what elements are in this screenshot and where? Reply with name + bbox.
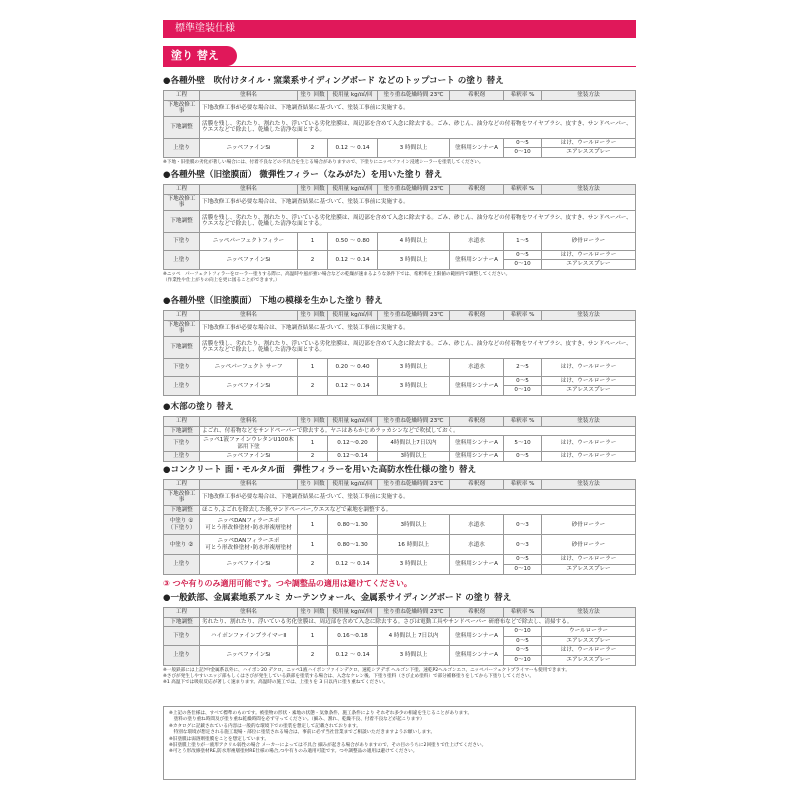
ratio: 0～5 bbox=[504, 646, 542, 656]
section-note: ※ニッペ パーフェクトフィラーをローラー塗りする際に、高温時や風が強い場合などの乾燥が速まるような条件下では、希釈率を上限値の範囲内で調整してください。 bbox=[163, 271, 511, 277]
col-kaisu: 塗り 回数 bbox=[298, 311, 328, 321]
amount: 0.12～0.14 bbox=[328, 452, 378, 462]
coats: 2 bbox=[298, 138, 328, 157]
thinner: 塗料用シンナーA bbox=[450, 376, 504, 395]
general-note: 特別な環境が想定される施工現場・部位に塗装される場合は、事前に必ず当社営業までご相談いただきますようお願いします。 bbox=[169, 730, 436, 736]
col-shiyou: 使用量 kg/㎡/回 bbox=[328, 608, 378, 618]
general-notes bbox=[163, 706, 636, 780]
col-kisyaku: 希釈剤 bbox=[450, 608, 504, 618]
section-4 bbox=[163, 402, 636, 462]
coats: 1 bbox=[298, 358, 328, 376]
col-toryo: 塗料名 bbox=[200, 608, 298, 618]
general-note: ※可とう形改修塗材RE,防水形複層塗材RE仕様の場合,つや有りのみ適用可能です。つや調整品の適用は避けてください。 bbox=[169, 749, 418, 755]
dry-time: 3 時間以上 bbox=[378, 358, 450, 376]
step-desc: 下地改修工事が必要な場合は、下地調査結果に基づいて、塗装工事前に実施する。 bbox=[200, 100, 636, 116]
method: はけ、ウールローラー bbox=[542, 555, 636, 565]
col-kaisu: 塗り 回数 bbox=[298, 608, 328, 618]
section-tab: 塗り 替え bbox=[163, 46, 237, 66]
paint-name: ニッペファインSi bbox=[200, 250, 298, 269]
paint-sub: 可とう形改修塗材･防水形複層塗材 bbox=[205, 524, 292, 531]
step-label: 下地改修工事 bbox=[164, 320, 200, 336]
step-label: 上塗り bbox=[164, 138, 200, 157]
section-2 bbox=[163, 170, 636, 284]
thinner: 塗料用シンナーA bbox=[450, 452, 504, 462]
col-shiyou: 使用量 kg/㎡/回 bbox=[328, 185, 378, 195]
section-note: ※1 高温下では吸収反応が著しく速まります。高温時の施工では、上塗りを 3 日以内に塗り重ねてください。 bbox=[163, 679, 388, 685]
warning-text: ③ つや有りのみ適用可能です。つや調整品の適用は避けてください。 bbox=[163, 579, 412, 588]
general-note: ※旧塗膜上塗りが一液形アクリル弱性の場合 メーカーによっては不具合 細みが起きる場合がありますので、その目のうちに2回塗りで仕上げてください。 bbox=[169, 743, 487, 749]
step-desc: 活膜を残し、劣れたり、割れたり、浮いている劣化塗膜は、周辺部を含めて入念に除去する。ごみ、砂じん、油分などの付着物をワイヤブラシ、皮すき、サンドペーパー、ウエスなどで除去し、乾燥した清浄な面とする。 bbox=[200, 116, 636, 138]
step-label: 下地調整 bbox=[164, 116, 200, 138]
step-desc: 下地改修工事が必要な場合は、下地調査結果に基づいて、塗装工事前に実施する。 bbox=[200, 489, 636, 505]
spec-table bbox=[163, 310, 636, 396]
step-desc: 劣れたり、割れたり、浮いている劣化塗膜は、周辺部を含めて入念に除去する。さびは電動工具やサンドペーパー 研磨布などで除去し、清掃する。 bbox=[200, 617, 636, 627]
col-kaisu: 塗り 回数 bbox=[298, 91, 328, 101]
thinner: 塗料用シンナーA bbox=[450, 436, 504, 452]
coats: 1 bbox=[298, 436, 328, 452]
dry-time: 4 時間以上 bbox=[378, 232, 450, 250]
thinner: 水道水 bbox=[450, 232, 504, 250]
col-koutei: 工程 bbox=[164, 185, 200, 195]
coats: 2 bbox=[298, 646, 328, 665]
col-shiyou: 使用量 kg/㎡/回 bbox=[328, 480, 378, 490]
coats: 2 bbox=[298, 452, 328, 462]
dry-time: 3 時間以上 bbox=[378, 376, 450, 395]
col-shiyou: 使用量 kg/㎡/回 bbox=[328, 311, 378, 321]
coats: 1 bbox=[298, 535, 328, 555]
step-desc: よごれ、付着物などをサンドペーパーで除去する。ヤニはあらかじめラッカシンなどで吹拭しておく。 bbox=[200, 426, 636, 436]
ratio: 5～10 bbox=[504, 436, 542, 452]
col-kisyaku: 希釈剤 bbox=[450, 91, 504, 101]
step-label: 下地改修工事 bbox=[164, 489, 200, 505]
spec-table bbox=[163, 416, 636, 462]
method: ウールローラー bbox=[542, 627, 636, 637]
method: はけ、ウールローラー bbox=[542, 452, 636, 462]
step-label: 中塗り ② bbox=[164, 535, 200, 555]
method: はけ、ウールローラー bbox=[542, 436, 636, 452]
method: はけ、ウールローラー bbox=[542, 646, 636, 656]
amount: 0.20 ～ 0.40 bbox=[328, 358, 378, 376]
spec-table bbox=[163, 90, 636, 158]
amount: 0.80～1.30 bbox=[328, 515, 378, 535]
paint-name: ニッペDANフィラーエポ bbox=[217, 538, 280, 545]
amount: 0.12 ～ 0.14 bbox=[328, 376, 378, 395]
col-toryo: 塗料名 bbox=[200, 311, 298, 321]
col-kisyaku: 希釈剤 bbox=[450, 311, 504, 321]
section-3 bbox=[163, 296, 636, 396]
step-label: 下塗り bbox=[164, 436, 200, 452]
section-note: ※一般鉄部には上記ｸﾘﾔ金属系以外に、ハイポン20 デクロ、ニッペ1液ハイポンファインデクロ、速乾シアデボ ヘルゴン下塗、速乾P2ヘルゴンエコ、ニッペパーフェクトプライマーも使用できます。 bbox=[163, 667, 570, 673]
section-title: ●木部の塗り 替え bbox=[163, 402, 234, 412]
col-ritsu: 希釈率 % bbox=[504, 311, 542, 321]
section-5 bbox=[163, 465, 636, 575]
ratio: 0～5 bbox=[504, 636, 542, 646]
section-1 bbox=[163, 76, 636, 166]
section-6 bbox=[163, 593, 636, 686]
col-ritsu: 希釈率 % bbox=[504, 91, 542, 101]
step-label: 中塗り ①（下塗り） bbox=[164, 515, 200, 535]
col-houhou: 塗装方法 bbox=[542, 417, 636, 427]
col-ritsu: 希釈率 % bbox=[504, 480, 542, 490]
ratio: 0～5 bbox=[504, 138, 542, 148]
step-label: 下塗り bbox=[164, 358, 200, 376]
col-kaisu: 塗り 回数 bbox=[298, 185, 328, 195]
section-rule bbox=[163, 66, 636, 67]
ratio: 0～10 bbox=[504, 627, 542, 637]
ratio: 0～10 bbox=[504, 386, 542, 396]
amount: 0.12 ～ 0.14 bbox=[328, 646, 378, 665]
col-koutei: 工程 bbox=[164, 91, 200, 101]
spec-table bbox=[163, 479, 636, 575]
col-kankaku: 塗り重ね乾燥時間 23℃ bbox=[378, 480, 450, 490]
col-kankaku: 塗り重ね乾燥時間 23℃ bbox=[378, 608, 450, 618]
section-title: ●各種外壁（旧塗膜面） 微弾性フィラー（なみがた）を用いた塗り 替え bbox=[163, 170, 443, 180]
paint-name: ニッペファインSi bbox=[200, 555, 298, 574]
dry-time: 4 時間以上 7日以内 bbox=[378, 627, 450, 646]
coats: 1 bbox=[298, 515, 328, 535]
section-note: ※さびが発生しやすいエッジ部もしくはさびが発生している鉄部を塗装する場合は、入念なケレン後、下塗り塗料（さび止め塗料）で部分補修塗りをしてから下塗りしてください。 bbox=[163, 673, 535, 679]
method: はけ、ウールローラー bbox=[542, 376, 636, 386]
general-note: 塗料の塗り重ね時間及び塗り重ね乾燥時間を必ず守ってください。（細み、割れ、乾燥不良、付着不良などが起こります） bbox=[169, 717, 425, 723]
method: エアレススプレー bbox=[542, 564, 636, 574]
coats: 2 bbox=[298, 376, 328, 395]
method: 砂骨ローラー bbox=[542, 232, 636, 250]
step-label: 下塗り bbox=[164, 627, 200, 646]
step-label: 下地調整 bbox=[164, 505, 200, 515]
ratio: 0～5 bbox=[504, 250, 542, 260]
section-title: ●一般鉄部、金属素地系アルミ カーテンウォール、金属系サイディングボード の塗り 替え bbox=[163, 593, 512, 603]
paint-name: ニッペファインSi bbox=[200, 646, 298, 665]
paint-name: ニッペ1液ファインウレタンU100木部用下塗 bbox=[200, 436, 298, 452]
col-toryo: 塗料名 bbox=[200, 91, 298, 101]
ratio: 0～10 bbox=[504, 260, 542, 270]
section-title: ●コンクリート 面・モルタル面 弾性フィラーを用いた高防水性仕様の塗り 替え bbox=[163, 465, 477, 475]
col-houhou: 塗装方法 bbox=[542, 608, 636, 618]
step-label: 下地改修工事 bbox=[164, 100, 200, 116]
thinner: 塗料用シンナーA bbox=[450, 646, 504, 665]
col-kankaku: 塗り重ね乾燥時間 23℃ bbox=[378, 185, 450, 195]
col-houhou: 塗装方法 bbox=[542, 480, 636, 490]
coats: 2 bbox=[298, 555, 328, 574]
dry-time: 4時間以上7日以内 bbox=[378, 436, 450, 452]
step-label: 下地調整 bbox=[164, 210, 200, 232]
step-label: 下地調整 bbox=[164, 617, 200, 627]
coats: 1 bbox=[298, 232, 328, 250]
col-toryo: 塗料名 bbox=[200, 417, 298, 427]
amount: 0.80～1.30 bbox=[328, 535, 378, 555]
col-shiyou: 使用量 kg/㎡/回 bbox=[328, 417, 378, 427]
section-note: ※下地・旧塗膜の劣化が著しい場合には、付着不良などの不具合を生じる場合がありますので、下塗りにニッペファイン浸透シーラーを塗装してください。 bbox=[163, 159, 484, 165]
step-label: 上塗り bbox=[164, 452, 200, 462]
step-desc: 下地改修工事が必要な場合は、下地調査結果に基づいて、塗装工事前に実施する。 bbox=[200, 320, 636, 336]
thinner: 塗料用シンナーA bbox=[450, 250, 504, 269]
method: エアレススプレー bbox=[542, 655, 636, 665]
ratio: 0～5 bbox=[504, 452, 542, 462]
col-toryo: 塗料名 bbox=[200, 480, 298, 490]
paint-name: ニッペパーフェクト サーフ bbox=[200, 358, 298, 376]
col-kisyaku: 希釈剤 bbox=[450, 185, 504, 195]
spec-table bbox=[163, 184, 636, 270]
ratio: 0～5 bbox=[504, 376, 542, 386]
method: はけ、ウールローラー bbox=[542, 138, 636, 148]
thinner: 塗料用シンナーA bbox=[450, 138, 504, 157]
col-shiyou: 使用量 kg/㎡/回 bbox=[328, 91, 378, 101]
coats: 2 bbox=[298, 250, 328, 269]
col-kankaku: 塗り重ね乾燥時間 23℃ bbox=[378, 91, 450, 101]
method: エアレススプレー bbox=[542, 260, 636, 270]
method: はけ、ウールローラー bbox=[542, 250, 636, 260]
amount: 0.12 ～ 0.14 bbox=[328, 250, 378, 269]
step-label: 下塗り bbox=[164, 232, 200, 250]
general-note: ※上記の各仕様は、すべて標準のものです。被塗物の形状・素地の状態・気象条件、施工条件により それぞれ多少の相違を生じることがあります。 bbox=[169, 711, 473, 716]
section-note: （作業性や仕上がりの向上を更に図ることができます。） bbox=[163, 277, 280, 283]
method: エアレススプレー bbox=[542, 386, 636, 396]
amount: 0.16～0.18 bbox=[328, 627, 378, 646]
amount: 0.12～0.20 bbox=[328, 436, 378, 452]
step-label: 上塗り bbox=[164, 250, 200, 269]
step-desc: 活膜を残し、劣れたり、割れたり、浮いている劣化塗膜は、周辺部を含めて入念に除去する。ごみ、砂じん、油分などの付着物をワイヤブラシ、皮すき、サンドペーパー、ウエスなどで除去し、乾燥した清浄な面とする。 bbox=[200, 336, 636, 358]
method: 砂骨ローラー bbox=[542, 535, 636, 555]
thinner: 塗料用シンナーA bbox=[450, 627, 504, 646]
col-ritsu: 希釈率 % bbox=[504, 185, 542, 195]
ratio: 0～10 bbox=[504, 564, 542, 574]
paint-name: ニッペDANフィラーエポ bbox=[217, 518, 280, 525]
step-label: 下地調整 bbox=[164, 426, 200, 436]
general-note: ※カタログに記載されている内容は一般的な環境下での塗装を想定して記載されております。 bbox=[169, 723, 361, 729]
col-toryo: 塗料名 bbox=[200, 185, 298, 195]
step-label: 下地改修工事 bbox=[164, 194, 200, 210]
col-kaisu: 塗り 回数 bbox=[298, 480, 328, 490]
spec-table bbox=[163, 607, 636, 666]
ratio: 0～5 bbox=[504, 555, 542, 565]
paint-name: ニッペパーフェクトフィラー bbox=[200, 232, 298, 250]
page-header-bar: 標準塗装仕様 bbox=[163, 20, 636, 38]
paint-name: ニッペファインSi bbox=[200, 138, 298, 157]
col-ritsu: 希釈率 % bbox=[504, 608, 542, 618]
col-houhou: 塗装方法 bbox=[542, 91, 636, 101]
ratio: 0～10 bbox=[504, 655, 542, 665]
paint-name: ニッペファインSi bbox=[200, 376, 298, 395]
col-koutei: 工程 bbox=[164, 480, 200, 490]
amount: 0.12 ～ 0.14 bbox=[328, 138, 378, 157]
thinner: 水道水 bbox=[450, 535, 504, 555]
col-kisyaku: 希釈剤 bbox=[450, 417, 504, 427]
dry-time: 3 時間以上 bbox=[378, 646, 450, 665]
dry-time: 3 時間以上 bbox=[378, 138, 450, 157]
amount: 0.12 ～ 0.14 bbox=[328, 555, 378, 574]
step-label: 上塗り bbox=[164, 376, 200, 395]
step-desc: ほこり,よごれを除去した後,サンドペーパー,ウエスなどで素地を調整する。 bbox=[200, 505, 636, 515]
step-label: 上塗り bbox=[164, 555, 200, 574]
thinner: 塗料用シンナーA bbox=[450, 555, 504, 574]
col-houhou: 塗装方法 bbox=[542, 185, 636, 195]
coats: 1 bbox=[298, 627, 328, 646]
col-koutei: 工程 bbox=[164, 311, 200, 321]
method: エアレススプレー bbox=[542, 636, 636, 646]
col-koutei: 工程 bbox=[164, 608, 200, 618]
ratio: 0～3 bbox=[504, 515, 542, 535]
method: エアレススプレー bbox=[542, 148, 636, 158]
dry-time: 3時間以上 bbox=[378, 452, 450, 462]
ratio: 0～3 bbox=[504, 535, 542, 555]
method: 砂骨ローラー bbox=[542, 515, 636, 535]
method: はけ、ウールローラー bbox=[542, 358, 636, 376]
step-desc: 下地改修工事が必要な場合は、下地調査結果に基づいて、塗装工事前に実施する。 bbox=[200, 194, 636, 210]
section-title: ●各種外壁 吹付けタイル・窯業系サイディングボード などのトップコート の塗り 替え bbox=[163, 76, 504, 86]
general-note: ※旧塗膜は弱溶剤塗膜をことを想定しています。 bbox=[169, 736, 269, 742]
col-kisyaku: 希釈剤 bbox=[450, 480, 504, 490]
dry-time: 3時間以上 bbox=[378, 515, 450, 535]
col-kaisu: 塗り 回数 bbox=[298, 417, 328, 427]
thinner: 水道水 bbox=[450, 358, 504, 376]
ratio: 1～5 bbox=[504, 232, 542, 250]
ratio: 2～5 bbox=[504, 358, 542, 376]
col-kankaku: 塗り重ね乾燥時間 23℃ bbox=[378, 311, 450, 321]
paint-name: ハイポンファインプライマーⅡ bbox=[200, 627, 298, 646]
paint-name: ニッペファインSi bbox=[200, 452, 298, 462]
ratio: 0～10 bbox=[504, 148, 542, 158]
amount: 0.50 ～ 0.80 bbox=[328, 232, 378, 250]
dry-time: 3 時間以上 bbox=[378, 250, 450, 269]
col-ritsu: 希釈率 % bbox=[504, 417, 542, 427]
section-title: ●各種外壁（旧塗膜面） 下地の模様を生かした塗り 替え bbox=[163, 296, 383, 306]
dry-time: 3 時間以上 bbox=[378, 555, 450, 574]
dry-time: 16 時間以上 bbox=[378, 535, 450, 555]
step-label: 下地調整 bbox=[164, 336, 200, 358]
col-kankaku: 塗り重ね乾燥時間 23℃ bbox=[378, 417, 450, 427]
thinner: 水道水 bbox=[450, 515, 504, 535]
step-label: 上塗り bbox=[164, 646, 200, 665]
step-desc: 活膜を残し、劣れたり、割れたり、浮いている劣化塗膜は、周辺部を含めて入念に除去する。ごみ、砂じん、油分などの付着物をワイヤブラシ、皮すき、サンドペーパー、ウエスなどで除去し、乾燥した清浄な面とする。 bbox=[200, 210, 636, 232]
col-koutei: 工程 bbox=[164, 417, 200, 427]
col-houhou: 塗装方法 bbox=[542, 311, 636, 321]
paint-sub: 可とう形改修塗材･防水形複層塗材 bbox=[205, 544, 292, 551]
